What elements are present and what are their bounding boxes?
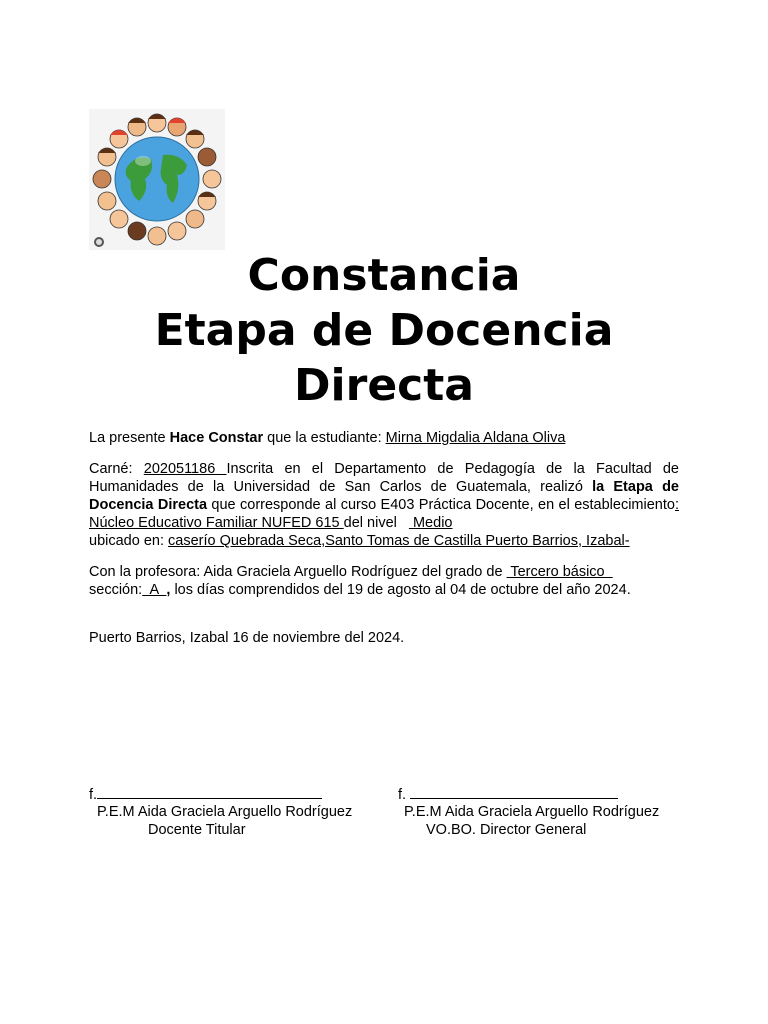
carne-label: Carné:: [89, 461, 144, 477]
section-comma: ,: [166, 582, 171, 598]
section-label: sección:: [89, 582, 143, 598]
grade-value: Tercero básico: [506, 564, 613, 580]
signature-right-prefix: f.: [398, 787, 411, 803]
location-label: ubicado en:: [89, 533, 169, 549]
signature-left-role: Docente Titular: [148, 822, 246, 838]
details-text-1: Inscrita en el Departamento de Pedagogía de la Facultad de Humanidades de la Universidad de San Carlos de Guatemala, realizó: [89, 461, 679, 495]
signature-left-line: [97, 785, 322, 799]
logo-children-globe: [89, 109, 225, 250]
paragraph-details: [89, 460, 679, 550]
intro-prefix: La presente: [89, 430, 170, 446]
signature-left-name: P.E.M Aida Graciela Arguello Rodríguez: [97, 804, 353, 820]
level-value: Medio: [408, 515, 453, 531]
signature-right-role: VO.BO. Director General: [426, 822, 587, 838]
signature-right: [398, 785, 618, 804]
section-value: A: [142, 582, 167, 598]
hace-constar: Hace Constar: [169, 430, 264, 446]
teacher-text-1: Con la profesora: Aida Graciela Arguello Rodríguez del grado de: [89, 564, 507, 580]
document-title-line-1: Constancia: [247, 250, 521, 301]
carne-value: 202051186: [143, 461, 227, 477]
establishment-name: : Núcleo Educativo Familiar NUFED 615: [89, 497, 679, 531]
document-title-line-2: Etapa de Docencia: [154, 305, 614, 356]
details-text-3: del nivel: [343, 515, 409, 531]
signature-right-line: [410, 785, 618, 799]
place-date: Puerto Barrios, Izabal 16 de noviembre del 2024.: [89, 630, 405, 646]
signature-left-prefix: f.: [89, 787, 98, 803]
location-value: caserío Quebrada Seca,Santo Tomas de Castilla Puerto Barrios, Izabal-: [168, 533, 630, 549]
intro-middle: que la estudiante:: [263, 430, 386, 446]
student-name: Mirna Migdalia Aldana Oliva: [385, 430, 566, 446]
signature-left: [89, 785, 322, 804]
etapa-docencia-bold: la Etapa de Docencia Directa: [89, 479, 679, 513]
signature-right-name: P.E.M Aida Graciela Arguello Rodríguez: [404, 804, 660, 820]
paragraph-intro: [89, 429, 679, 447]
details-text-2: que corresponde al curso E403 Práctica Docente, en el establecimiento: [207, 497, 675, 513]
paragraph-teacher: [89, 563, 679, 599]
document-title-line-3: Directa: [294, 360, 474, 411]
teacher-text-3: los días comprendidos del 19 de agosto al 04 de octubre del año 2024.: [170, 582, 631, 598]
